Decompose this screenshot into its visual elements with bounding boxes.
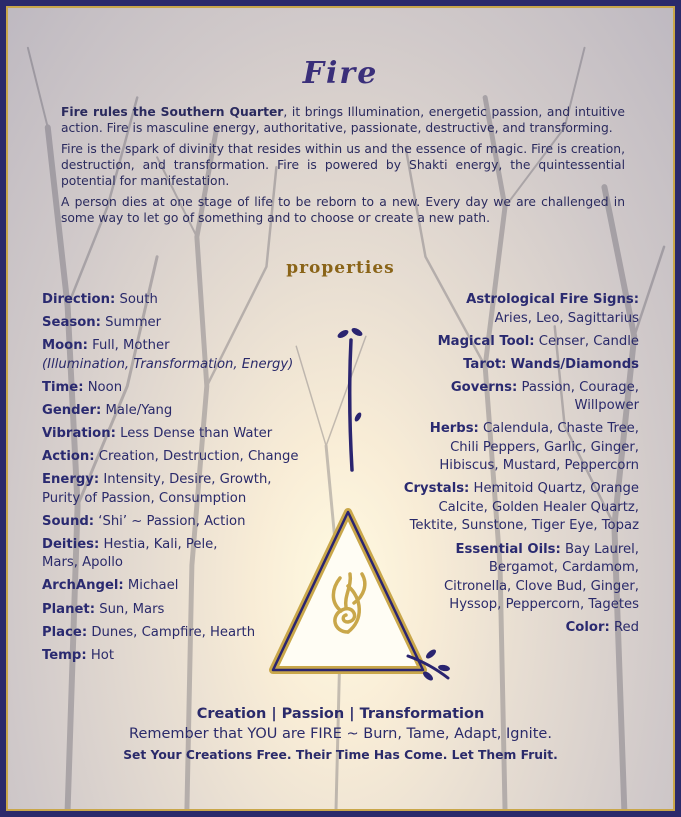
property-label: Crystals:: [403, 481, 470, 497]
intro-p1-rest: , it brings Illumination, energetic passion, and intuitive action. Fire is masculine energy, authoritative, passionate, destructive, and transforming.: [61, 105, 625, 135]
property-value: Wands/Diamonds: [510, 356, 639, 372]
property-value: Hot: [90, 647, 115, 663]
property-value: Censer, Candle: [538, 333, 639, 349]
property-value-cont: Calcite, Golden Healer Quartz,: [438, 499, 639, 515]
property-value: Aries, Leo, Sagittarius: [494, 310, 639, 326]
property-value: Noon: [87, 379, 123, 395]
property-label: Essential Oils:: [455, 541, 561, 557]
page-title: Fire: [302, 56, 379, 91]
property-label: Place:: [42, 624, 88, 640]
property-value-cont: Citronella, Clove Bud, Ginger,: [443, 578, 639, 594]
fire-symbol: [248, 320, 468, 690]
properties-heading: properties: [286, 258, 395, 278]
property-label: Gender:: [42, 402, 102, 418]
property-value: Male/Yang: [105, 402, 173, 418]
property-value-cont: Mars, Apollo: [42, 555, 123, 571]
property-value: Red: [613, 620, 639, 636]
property-value: ‘Shi’ ~ Passion, Action: [98, 513, 246, 529]
property-value: Less Dense than Water: [120, 425, 273, 441]
property-value-cont: Hibiscus, Mustard, Peppercorn: [439, 458, 639, 474]
property-label: Governs:: [450, 379, 518, 395]
property-label: Moon:: [42, 338, 88, 354]
property-value-cont: Hyssop, Peppercorn, Tagetes: [449, 597, 639, 613]
property-label: Magical Tool:: [437, 333, 535, 349]
property-label: Season:: [42, 315, 101, 331]
property-note: (Illumination, Transformation, Energy): [42, 356, 294, 372]
intro-paragraph-2: Fire is the spark of divinity that resides within us and the essence of magic. Fire is creation, destruction, and transformation. Fire is powered by Shakti energy, the quintessential potential for manifestation.: [61, 142, 625, 188]
property-label: Planet:: [42, 601, 95, 617]
property-value: Hemitoid Quartz, Orange: [473, 481, 639, 497]
property-value: Bay Laurel,: [564, 541, 639, 557]
property-label: Action:: [42, 449, 95, 465]
property-value: Intensity, Desire, Growth,: [103, 472, 272, 488]
property-label: Direction:: [42, 292, 116, 307]
property-value: Dunes, Campfire, Hearth: [91, 624, 256, 640]
property-label: Tarot:: [463, 356, 507, 372]
property-value: Creation, Destruction, Change: [98, 449, 299, 465]
property-label: Color:: [565, 620, 610, 636]
footer-reminder: Remember that YOU are FIRE ~ Burn, Tame, Adapt, Ignite.: [129, 726, 552, 742]
footer-affirmation: Set Your Creations Free. Their Time Has Come. Let Them Fruit.: [123, 748, 558, 762]
property-label: Energy:: [42, 472, 100, 488]
property-value-cont: Bergamot, Cardamom,: [488, 560, 639, 576]
property-value: Summer: [105, 315, 162, 331]
property-value-cont: Chili Peppers, Garlic, Ginger,: [450, 439, 639, 455]
intro-text: [61, 104, 625, 231]
property-label: Herbs:: [429, 421, 479, 437]
intro-paragraph-3: A person dies at one stage of life to be reborn to a new. Every day we are challenged in some way to let go of something and to choose or create a new path.: [61, 195, 625, 225]
property-value-cont: Willpower: [574, 398, 639, 414]
wand-icon: [336, 326, 363, 470]
property-value: South: [119, 292, 158, 307]
property-value: Sun, Mars: [99, 601, 165, 617]
property-value: Full, Mother: [92, 338, 170, 354]
intro-bold-lead: Fire rules the Southern Quarter: [61, 105, 284, 119]
property-direction: [42, 291, 327, 310]
footer-keywords: Creation | Passion | Transformation: [196, 706, 485, 722]
property-label: Temp:: [42, 647, 87, 663]
page: [6, 6, 675, 811]
property-label: Time:: [42, 379, 84, 395]
property-label: Astrological Fire Signs:: [466, 292, 639, 307]
property-value-cont: Purity of Passion, Consumption: [42, 490, 247, 506]
property-value: Hestia, Kali, Pele,: [103, 536, 218, 552]
property-value: Calendula, Chaste Tree,: [483, 421, 639, 437]
property-label: Deities:: [42, 536, 100, 552]
intro-paragraph-1: [61, 104, 625, 136]
property-label: Sound:: [42, 513, 95, 529]
property-label: ArchAngel:: [42, 578, 124, 594]
property-value-cont: Tektite, Sunstone, Tiger Eye, Topaz: [409, 518, 639, 534]
property-label: Vibration:: [42, 425, 116, 441]
property-value: Passion, Courage,: [521, 379, 639, 395]
property-value: Michael: [127, 578, 179, 594]
footer: [8, 704, 673, 766]
